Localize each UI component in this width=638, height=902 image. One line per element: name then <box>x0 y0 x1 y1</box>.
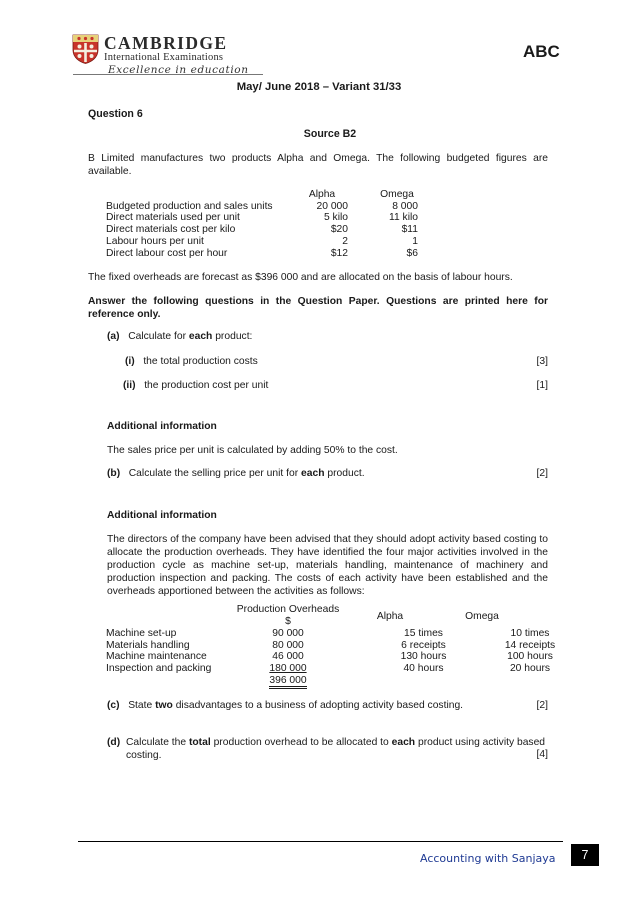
abc-table <box>106 628 562 689</box>
part-d-text-3: product using activity based costing. <box>126 737 546 761</box>
budget-row-label: Direct labour cost per hour <box>106 247 228 259</box>
abc-row-label: Machine set-up <box>106 628 177 639</box>
abc-header-overheads: Production Overheads <box>236 604 340 615</box>
budget-cell-omega: 1 <box>412 235 418 247</box>
part-a-ii <box>123 380 268 391</box>
part-a-emphasis: each <box>188 331 213 342</box>
budget-cell-omega: 11 kilo <box>389 212 418 224</box>
part-b-mark: [2] <box>536 468 548 479</box>
part-b-text-end: product. <box>324 468 365 479</box>
part-d-prompt <box>126 737 548 763</box>
abc-cell-overheads-wrap <box>229 663 347 675</box>
budget-table <box>106 189 418 259</box>
page-number: 7 <box>571 844 599 866</box>
abc-header-omega: Omega <box>465 611 499 622</box>
corner-tag: ABC <box>523 42 560 61</box>
budget-cell-alpha: 20 000 <box>316 200 348 212</box>
abc-header-alpha: Alpha <box>376 611 404 622</box>
abc-row-label: Machine maintenance <box>106 651 207 663</box>
abc-row-label: Materials handling <box>106 639 190 651</box>
footer-credit: Accounting with Sanjaya <box>420 852 556 865</box>
abc-cell-overheads: 90 000 <box>272 628 304 639</box>
budget-cell-omega: $6 <box>406 247 418 259</box>
abc-cell-alpha: 40 hours <box>403 663 444 675</box>
part-d-emphasis-1: total <box>188 737 211 748</box>
abc-cell-alpha: 15 times <box>404 628 443 639</box>
part-a-ii-mark: [1] <box>536 380 548 391</box>
part-a-text-end: product: <box>212 331 253 342</box>
part-d-text: Calculate the <box>126 737 189 748</box>
budget-header-alpha: Alpha <box>308 189 336 200</box>
table-row <box>106 640 562 652</box>
part-a-i-text: the total production costs <box>143 356 258 367</box>
abc-total-wrap <box>229 675 347 689</box>
table-row <box>106 248 418 260</box>
budget-cell-omega: $11 <box>401 224 418 236</box>
budget-cell-alpha: $12 <box>330 247 348 259</box>
part-c-prompt <box>107 700 463 711</box>
part-a-label: (a) <box>107 331 120 342</box>
table-row-total <box>106 675 562 689</box>
table-row <box>106 212 418 224</box>
budget-header-omega: Omega <box>380 189 414 200</box>
instruction-note: Answer the following questions in the Question Paper. Questions are printed here for reference only. <box>88 296 548 321</box>
intro-paragraph: B Limited manufactures two products Alpha and Omega. The following budgeted figures are available. <box>88 153 548 178</box>
part-d-text-2: production overhead to be allocated to <box>210 737 392 748</box>
budget-cell-omega: 8 000 <box>392 200 418 212</box>
table-row <box>106 201 418 213</box>
table-row <box>106 224 418 236</box>
session-title: May/ June 2018 – Variant 31/33 <box>236 81 402 93</box>
part-d-mark: [4] <box>536 749 548 760</box>
question-heading: Question 6 <box>88 108 143 120</box>
budget-row-label: Budgeted production and sales units <box>106 200 273 212</box>
abc-cell-overheads: 180 000 <box>269 663 307 675</box>
part-d-emphasis-2: each <box>391 737 416 748</box>
budget-cell-alpha: $20 <box>330 224 348 236</box>
abc-cell-alpha: 130 hours <box>400 651 447 663</box>
table-row <box>106 628 562 640</box>
abc-cell-omega: 14 receipts <box>504 639 556 651</box>
additional-info-heading-2: Additional information <box>107 510 217 521</box>
part-a-i <box>125 356 258 367</box>
logo-wordmark: CAMBRIDGE <box>104 33 228 53</box>
table-row <box>106 663 562 675</box>
budget-row-label: Labour hours per unit <box>106 235 204 247</box>
abc-cell-omega: 10 times <box>510 628 550 639</box>
additional-info-heading: Additional information <box>107 421 217 432</box>
abc-header-dollar: $ <box>285 616 291 627</box>
part-c-mark: [2] <box>536 700 548 711</box>
part-a-text: Calculate for <box>128 331 189 342</box>
table-row <box>106 651 562 663</box>
part-a-ii-label: (ii) <box>123 380 136 391</box>
abc-row-label: Inspection and packing <box>106 663 212 675</box>
part-c-text: State <box>128 700 156 711</box>
additional-info-text-2: The directors of the company have been advised that they should adopt activity based costing to allocate the production overheads. They have identified the four major activities involved in the production cycle as machine set-up, materials handling, maintenance of machinery and production inspection and packing. The costs of each activity have been established and the overheads apportioned between the activities as follows: <box>107 534 548 598</box>
cambridge-shield-icon <box>72 34 99 64</box>
abc-cell-alpha: 6 receipts <box>401 639 446 651</box>
budget-row-label: Direct materials used per unit <box>106 212 240 224</box>
abc-cell-omega: 20 hours <box>509 663 551 675</box>
part-a-i-label: (i) <box>125 356 135 367</box>
table-row <box>106 236 418 248</box>
abc-cell-overheads: 80 000 <box>272 639 304 651</box>
abc-cell-omega: 100 hours <box>507 651 553 663</box>
additional-info-text: The sales price per unit is calculated by adding 50% to the cost. <box>107 445 398 456</box>
overheads-note: The fixed overheads are forecast as $396 000 and are allocated on the basis of labour hours. <box>88 272 513 283</box>
budget-cell-alpha: 2 <box>342 235 348 247</box>
part-a-prompt <box>107 331 252 342</box>
part-b-prompt <box>107 468 365 479</box>
part-c-text-end: disadvantages to a business of adopting activity based costing. <box>172 700 464 711</box>
part-b-emphasis: each <box>301 468 325 479</box>
budget-cell-alpha: 5 kilo <box>323 212 348 224</box>
abc-cell-overheads: 46 000 <box>272 651 304 663</box>
budget-row-label: Direct materials cost per kilo <box>106 224 236 236</box>
part-a-i-mark: [3] <box>536 356 548 367</box>
part-b-text: Calculate the selling price per unit for <box>128 468 302 479</box>
part-b-label: (b) <box>107 468 121 479</box>
part-c-emphasis: two <box>155 700 173 711</box>
part-a-ii-text: the production cost per unit <box>144 380 269 391</box>
source-heading: Source B2 <box>303 128 357 140</box>
logo-tagline: Excellence in education <box>108 64 249 76</box>
part-d-label: (d) <box>107 737 121 748</box>
abc-total: 396 000 <box>269 676 306 689</box>
logo-subtitle: International Examinations <box>104 52 224 63</box>
footer-rule <box>78 841 563 842</box>
part-c-label: (c) <box>107 700 120 711</box>
